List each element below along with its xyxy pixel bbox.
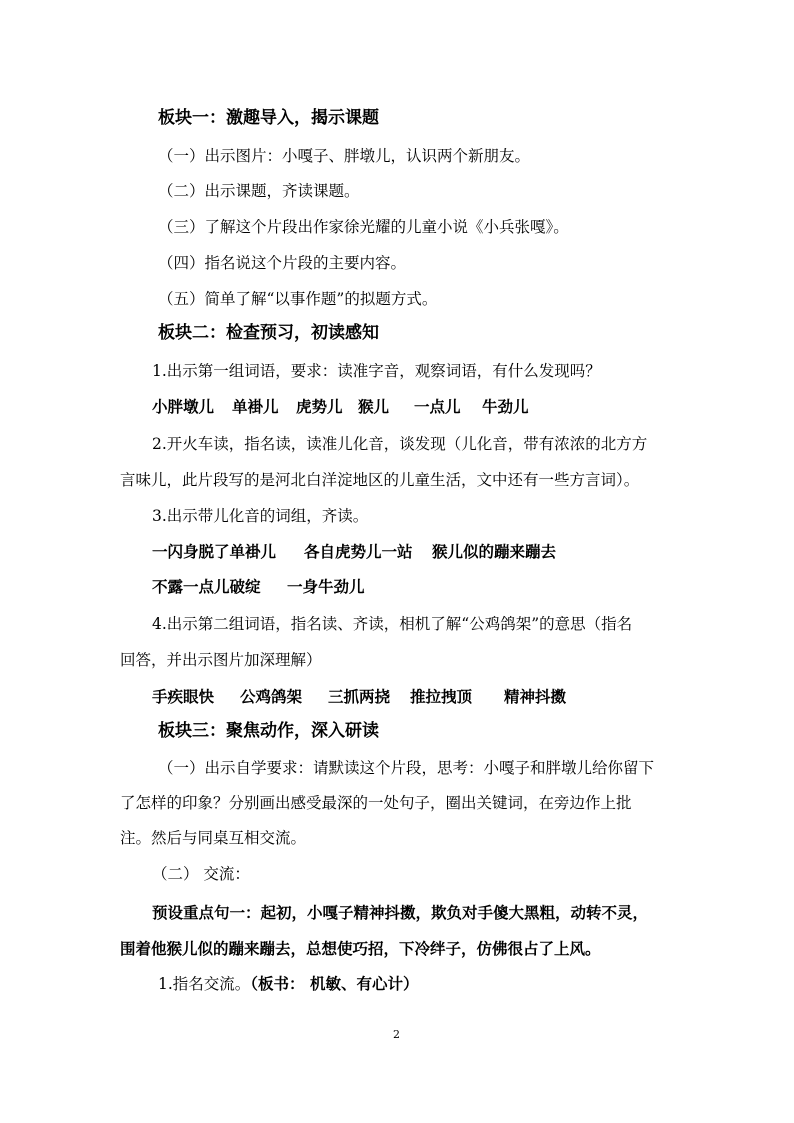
word-item: 虎势儿: [296, 397, 343, 416]
section2-step-3: 3.出示带儿化音的词组，齐读。: [152, 507, 369, 525]
phrase-item: 不露一点儿破绽: [152, 577, 261, 596]
word-item: 一点儿: [414, 397, 461, 416]
word-item: 推拉拽顶: [410, 687, 473, 706]
section2-step-4-line-1: 4.出示第二组词语，指名读、齐读，相机了解“公鸡鸽架”的意思（指名: [152, 615, 633, 633]
preset-sentence-line-1: 预设重点句一：起初，小嘎子精神抖擞，欺负对手傻大黑粗，动转不灵，: [152, 903, 649, 922]
word-item: 小胖墩儿: [152, 397, 215, 416]
word-item: 三抓两挠: [328, 687, 391, 706]
word-item: 单褂儿: [232, 397, 279, 416]
section2-heading: 板块二：检查预习，初读感知: [158, 323, 379, 343]
phrase-item: 一闪身脱了单褂儿: [152, 542, 277, 561]
word-item: 公鸡鸽架: [240, 687, 303, 706]
word-item: 精神抖擞: [504, 687, 567, 706]
page-number: 2: [393, 1028, 400, 1041]
phrase-item: 一身牛劲儿: [287, 577, 365, 596]
phrase-item: 猴儿似的蹦来蹦去: [432, 542, 557, 561]
section2-step-2-line-1: 2.开火车读，指名读，读准儿化音，谈发现（儿化音，带有浓浓的北方方: [152, 435, 648, 453]
word-item: 牛劲儿: [482, 397, 529, 416]
section2-step-1: 1.出示第一组词语，要求：读准字音，观察词语，有什么发现吗？: [152, 362, 601, 380]
section1-heading: 板块一：激趣导入，揭示课题: [158, 108, 379, 128]
section3-heading: 板块三：聚焦动作，深入研读: [158, 721, 379, 741]
section1-item-5: （五）简单了解“以事作题”的拟题方式。: [158, 290, 438, 308]
exchange-line: [158, 973, 418, 995]
section2-step-2-line-2: 言味儿，此片段写的是河北白洋淀地区的儿童生活，文中还有一些方言词）。: [120, 471, 640, 489]
section1-item-2: （二）出示课题，齐读课题。: [158, 182, 360, 200]
phrase-item: 各自虎势儿一站: [304, 542, 413, 561]
section3-item-2: （二） 交流：: [152, 865, 250, 883]
section3-item-1-line-2: 了怎样的印象？分别画出感受最深的一处句子，圈出关键词，在旁边作上批: [120, 794, 632, 812]
section2-step-4-line-2: 回答，并出示图片加深理解）: [120, 651, 322, 669]
section1-item-4: （四）指名说这个片段的主要内容。: [158, 254, 407, 272]
preset-sentence-line-2: 围着他猴儿似的蹦来蹦去，总想使巧招，下冷绊子，仿佛很占了上风。: [120, 939, 601, 958]
section1-item-1: （一）出示图片：小嘎子、胖墩儿，认识两个新朋友。: [158, 147, 531, 165]
section3-item-1-line-3: 注。然后与同桌互相交流。: [120, 829, 307, 847]
section1-item-3: （三）了解这个片段出作家徐光耀的儿童小说《小兵张嘎》。: [158, 218, 569, 236]
board-note: （板书： 机敏、有心计）: [250, 974, 419, 993]
exchange-prefix: 1.指名交流。: [158, 975, 251, 993]
section3-item-1-line-1: （一）出示自学要求：请默读这个片段，思考：小嘎子和胖墩儿给你留下: [158, 759, 655, 777]
word-item: 猴儿: [358, 397, 390, 416]
word-item: 手疾眼快: [152, 687, 215, 706]
